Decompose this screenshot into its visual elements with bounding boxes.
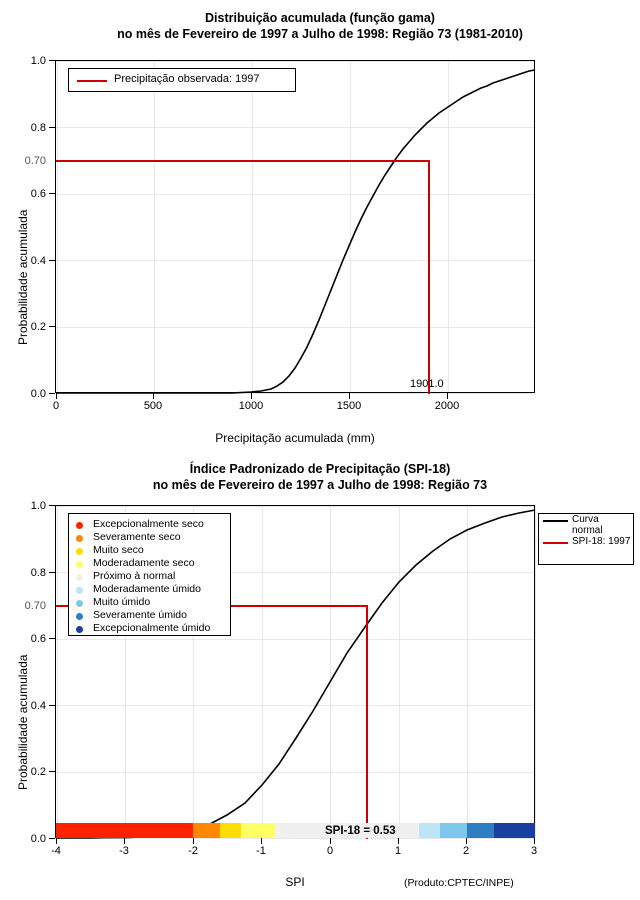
legend-class-item bbox=[69, 531, 230, 544]
top-marker-hline bbox=[56, 160, 429, 162]
bottom-marker-vline bbox=[366, 605, 368, 839]
top-x-tickmark-1 bbox=[153, 393, 154, 399]
legend-class-item bbox=[69, 570, 230, 583]
credit-label: (Produto:CPTEC/INPE) bbox=[404, 877, 514, 889]
spi-band-severamente-umido bbox=[467, 823, 494, 838]
bottom-x-tick-0: -4 bbox=[51, 845, 61, 857]
top-y-tick-4: 0.8 bbox=[30, 122, 46, 134]
class-color-dot-icon bbox=[76, 535, 83, 542]
spi-band-muito-seco bbox=[220, 823, 241, 838]
top-marker-x-label: 1901.0 bbox=[410, 378, 444, 390]
bottom-y-tickmark-0 bbox=[49, 838, 55, 839]
top-y-tick-5: 1.0 bbox=[30, 55, 46, 67]
class-color-dot-icon bbox=[76, 587, 83, 594]
bottom-x-tickmark-3 bbox=[261, 838, 262, 844]
top-x-tickmark-2 bbox=[251, 393, 252, 399]
legend-class-label: Severamente úmido bbox=[93, 609, 187, 621]
legend-class-item bbox=[69, 557, 230, 570]
bottom-x-tickmark-7 bbox=[534, 838, 535, 844]
legend-class-label: Severamente seco bbox=[93, 531, 181, 543]
top-legend-label: Precipitação observada: 1997 bbox=[114, 73, 260, 85]
top-gamma-curve bbox=[56, 61, 536, 394]
top-y-tick-3: 0.6 bbox=[30, 188, 46, 200]
top-legend bbox=[68, 68, 296, 92]
bottom-y-axis-title: Probabilidade acumulada bbox=[16, 654, 30, 790]
bottom-x-tick-6: 2 bbox=[462, 845, 470, 857]
top-x-tick-0: 0 bbox=[52, 400, 60, 412]
top-legend-line-swatch bbox=[77, 80, 107, 82]
bottom-y-tick-2: 0.4 bbox=[30, 700, 46, 712]
bottom-x-tickmark-6 bbox=[466, 838, 467, 844]
spi-value-label: SPI-18 = 0.53 bbox=[325, 825, 396, 837]
spi-class-legend bbox=[68, 513, 231, 636]
top-marker-vline bbox=[428, 160, 430, 394]
bottom-y-tick-0: 0.0 bbox=[30, 833, 46, 845]
spi-band-moderadamente-umido bbox=[419, 823, 440, 838]
bottom-chart-title-line2: no mês de Fevereiro de 1997 a Julho de 1998: Região 73 bbox=[152, 478, 488, 492]
bottom-y-marker-label: 0.70 bbox=[24, 600, 46, 612]
legend-class-label: Muito seco bbox=[93, 544, 144, 556]
top-y-tick-2: 0.4 bbox=[30, 255, 46, 267]
bottom-x-tick-3: -1 bbox=[256, 845, 266, 857]
bottom-y-tick-5: 1.0 bbox=[30, 500, 46, 512]
bottom-x-tickmark-5 bbox=[398, 838, 399, 844]
class-color-dot-icon bbox=[76, 561, 83, 568]
bottom-x-axis-title: SPI bbox=[285, 875, 305, 889]
bottom-chart-title-line1: Índice Padronizado de Precipitação (SPI-18) bbox=[189, 462, 451, 476]
class-color-dot-icon bbox=[76, 626, 83, 633]
legend-series-label: SPI-18: 1997 bbox=[572, 536, 631, 547]
top-x-tick-1: 500 bbox=[143, 400, 163, 412]
legend-class-label: Excepcionalmente úmido bbox=[93, 622, 211, 634]
class-color-dot-icon bbox=[76, 548, 83, 555]
top-x-tick-3: 1500 bbox=[336, 400, 362, 412]
top-x-axis-title: Precipitação acumulada (mm) bbox=[215, 431, 375, 445]
legend-class-item bbox=[69, 518, 230, 531]
bottom-x-tickmark-1 bbox=[124, 838, 125, 844]
top-chart-title-line2: no mês de Fevereiro de 1997 a Julho de 1998: Região 73 (1981-2010) bbox=[117, 27, 523, 41]
bottom-x-tickmark-0 bbox=[56, 838, 57, 844]
spi-band-moderadamente-seco bbox=[241, 823, 275, 838]
class-color-dot-icon bbox=[76, 522, 83, 529]
top-y-tickmark-0 bbox=[49, 393, 55, 394]
legend-class-label: Muito úmido bbox=[93, 596, 151, 608]
legend-class-item bbox=[69, 609, 230, 622]
bottom-chart-title bbox=[0, 461, 640, 493]
bottom-x-tick-4: 0 bbox=[326, 845, 334, 857]
bottom-x-tick-7: 3 bbox=[530, 845, 538, 857]
top-plot-area bbox=[55, 60, 535, 393]
bottom-x-tickmark-2 bbox=[193, 838, 194, 844]
spi-band-muito-umido bbox=[440, 823, 467, 838]
legend-series-label: Curva normal bbox=[572, 514, 603, 536]
top-x-tick-4: 2000 bbox=[434, 400, 460, 412]
legend-series-item bbox=[539, 514, 633, 536]
top-y-tick-0: 0.0 bbox=[30, 388, 46, 400]
legend-class-item bbox=[69, 544, 230, 557]
class-color-dot-icon bbox=[76, 613, 83, 620]
bottom-x-tick-1: -3 bbox=[119, 845, 129, 857]
legend-class-label: Moderadamente seco bbox=[93, 557, 195, 569]
class-color-dot-icon bbox=[76, 574, 83, 581]
class-color-dot-icon bbox=[76, 600, 83, 607]
bottom-y-tick-4: 0.8 bbox=[30, 567, 46, 579]
spi-series-legend bbox=[538, 513, 634, 565]
bottom-x-tick-5: 1 bbox=[394, 845, 402, 857]
spi-band-severamente-seco bbox=[193, 823, 220, 838]
top-chart-title-line1: Distribuição acumulada (função gama) bbox=[205, 11, 435, 25]
top-x-tickmark-3 bbox=[349, 393, 350, 399]
top-y-marker-label: 0.70 bbox=[24, 155, 46, 167]
top-chart-title bbox=[0, 10, 640, 42]
legend-class-label: Excepcionalmente seco bbox=[93, 518, 204, 530]
legend-class-item bbox=[69, 596, 230, 609]
legend-class-item bbox=[69, 583, 230, 596]
top-y-axis-title: Probabilidade acumulada bbox=[16, 209, 30, 345]
legend-class-label: Moderadamente úmido bbox=[93, 583, 201, 595]
bottom-x-tickmark-4 bbox=[330, 838, 331, 844]
top-y-tick-1: 0.2 bbox=[30, 321, 46, 333]
bottom-x-tick-2: -2 bbox=[188, 845, 198, 857]
curve-line-swatch-icon bbox=[543, 520, 568, 522]
legend-class-item bbox=[69, 622, 230, 635]
legend-class-label: Próximo à normal bbox=[93, 570, 176, 582]
bottom-y-tick-1: 0.2 bbox=[30, 766, 46, 778]
spi-band-excepcionalmente-seco bbox=[56, 823, 193, 838]
bottom-y-tick-3: 0.6 bbox=[30, 633, 46, 645]
spi-band-excepcionalmente-umido bbox=[494, 823, 535, 838]
top-x-tickmark-0 bbox=[56, 393, 57, 399]
top-x-tick-2: 1000 bbox=[238, 400, 264, 412]
legend-series-item bbox=[539, 536, 633, 558]
spi-line-swatch-icon bbox=[543, 542, 568, 544]
top-x-tickmark-4 bbox=[447, 393, 448, 399]
